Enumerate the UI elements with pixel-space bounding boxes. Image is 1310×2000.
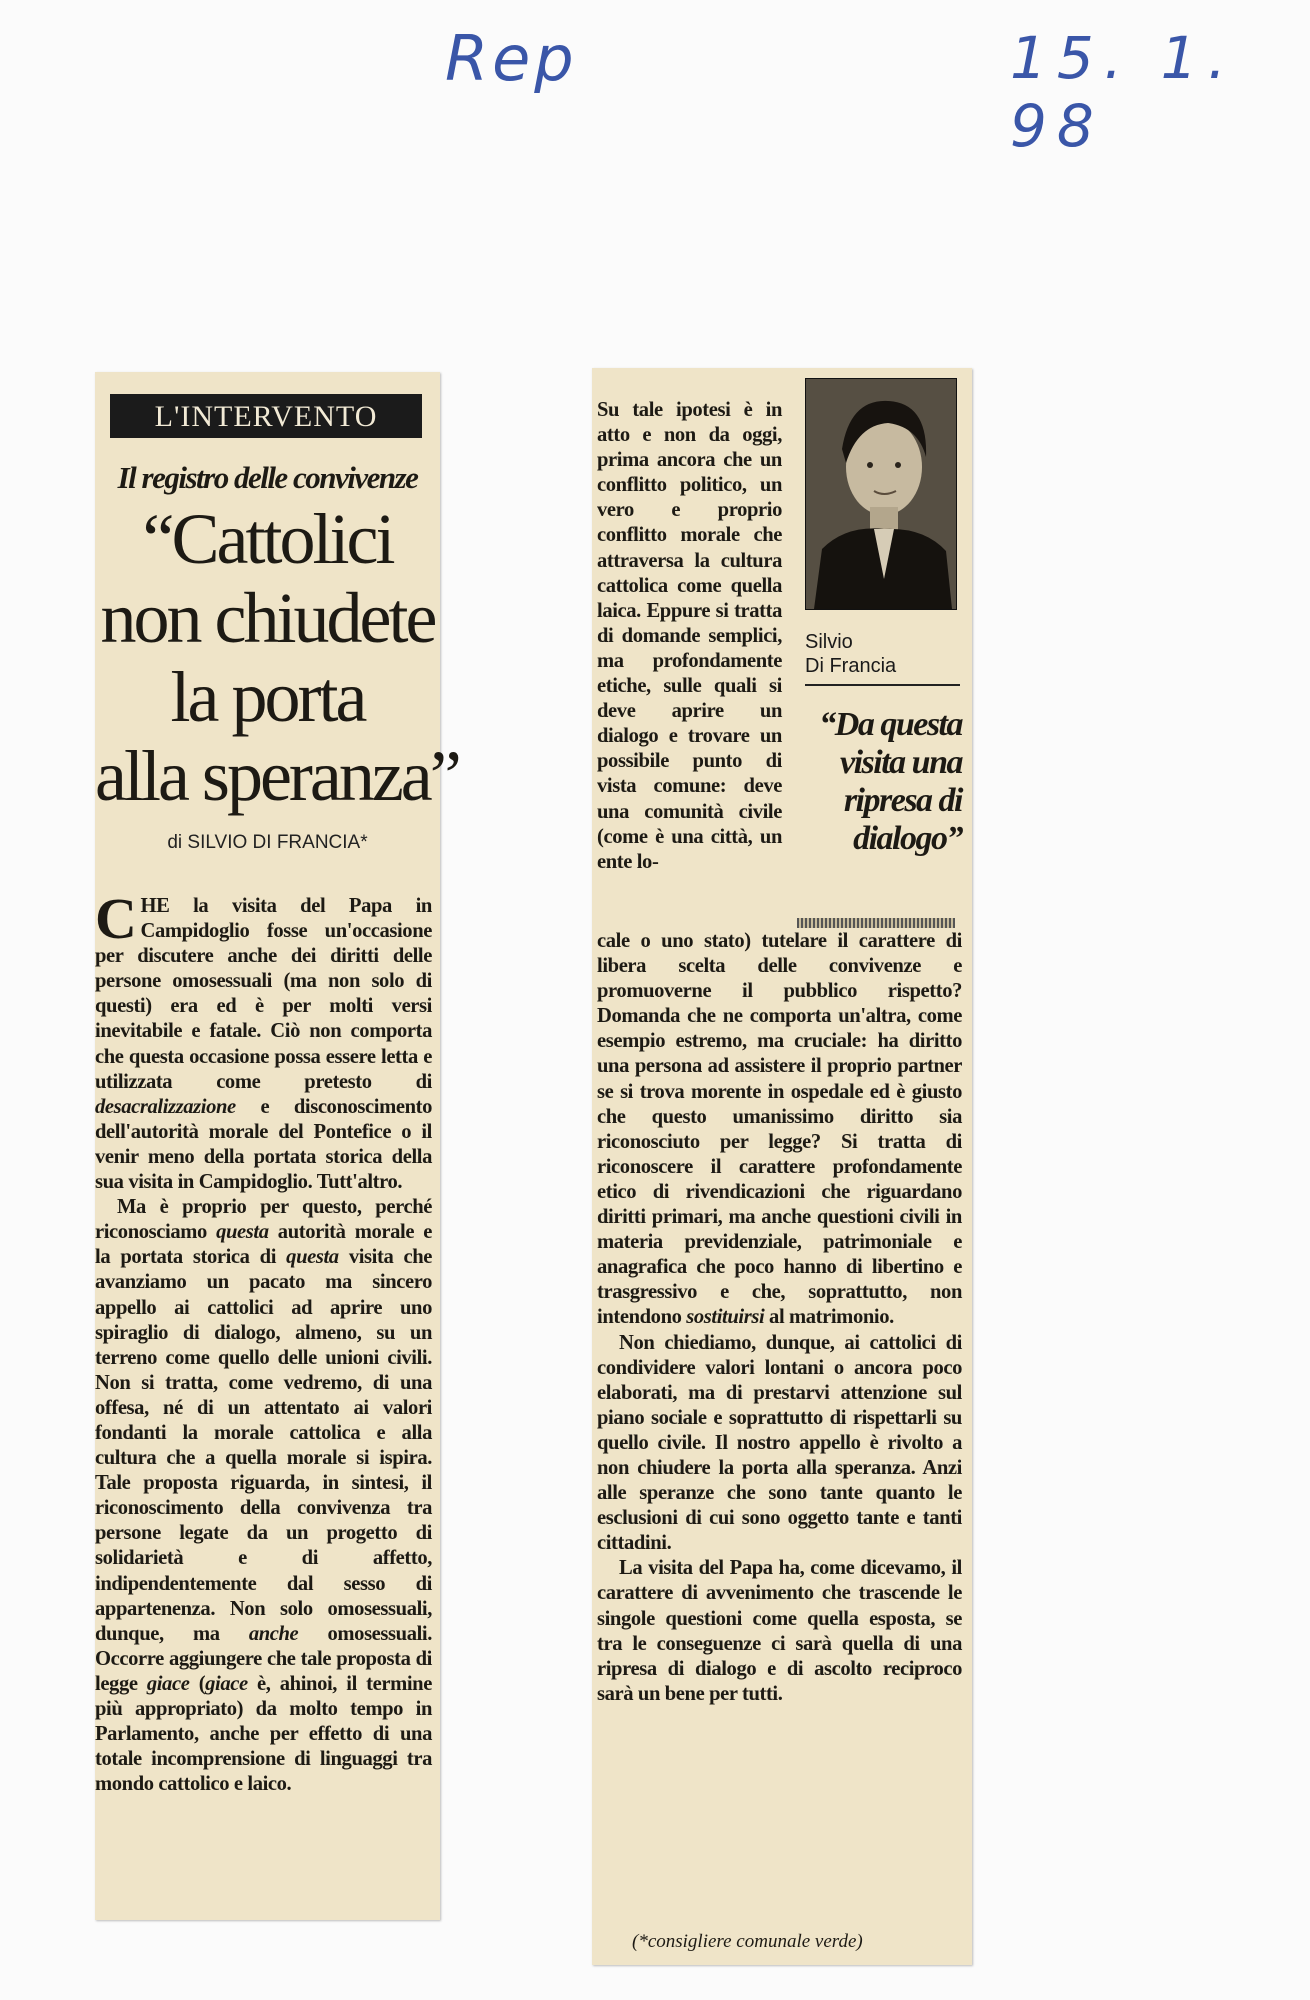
paragraph-1 <box>95 886 432 1195</box>
section-kicker: L'INTERVENTO <box>110 394 422 438</box>
article-clipping-left <box>95 372 459 1920</box>
article-clipping-right <box>592 368 972 1965</box>
text-run: Ma è proprio per questo, perché riconosciamo <box>95 1196 432 1244</box>
author-portrait-image <box>806 379 956 609</box>
text-run: e disconoscimento dell'autorità morale del Pontefice o il venir meno della portata storica della sua visita in Campidoglio. Tutt'altro. <box>95 1095 432 1194</box>
article-body-right-narrow <box>597 398 782 875</box>
emphasis: questa <box>286 1246 339 1269</box>
headline-line-4: alla speranza” <box>95 736 459 816</box>
text-run: ( <box>189 1672 206 1695</box>
article-body-left <box>95 886 440 1797</box>
headline-line-2: non chiudete <box>100 578 435 658</box>
headline-line-3: la porta <box>170 657 365 737</box>
text-run: autorità morale e la portata storica di <box>95 1221 433 1269</box>
author-photo <box>805 378 957 610</box>
caption-line-1: Silvio <box>805 631 853 653</box>
text-run: al matrimonio. <box>764 1306 894 1329</box>
paragraph-4: Non chiediamo, dunque, ai cattolici di condividere valori lontani o ancora poco elaborati, ma di prestarvi attenzione sul piano sociale e soprattutto di rispettarli su quello civile. Il nostro appello è rivolto a non chiudere la porta alla speranza. Anzi alle speranze che sono tante quanto le esclusioni di cui sono oggetto tante e tanti cittadini. <box>597 1331 962 1555</box>
paragraph-3-cont <box>597 929 962 1331</box>
emphasis: giace <box>205 1672 248 1695</box>
text-run: omosessuali. Occorre aggiungere che tale proposta di legge <box>95 1622 432 1695</box>
article-body-right-wide <box>597 929 962 1707</box>
paragraph-2 <box>95 1195 432 1797</box>
text-run: visita che avanziamo un pacato ma sincero appello ai cattolici ad aprire uno spiraglio di dialogo, almeno, su un terreno come quello delle unioni civili. Non si tratta, come vedremo, di una offesa, né di un attentato ai valori fondanti la morale cattolica e alla cultura che a quella morale si ispira. Tale proposta riguarda, in sintesi, il riconoscimento della convivenza tra persone legate da un progetto di solidarietà e di affetto, indipendentemente dal sesso di appartenenza. Non solo omosessuali, dunque, ma <box>95 1246 432 1645</box>
pull-quote: “Da questa visita una ripresa di dialogo” <box>819 706 962 857</box>
text-run: è, ahinoi, il termine più appropriato) da molto tempo in Parlamento, anche per effetto di una totale incomprensione di linguaggi tra mondo cattolico e laico. <box>95 1672 432 1796</box>
handwritten-source-note: Rep <box>445 22 578 95</box>
handwritten-date-note: 15. 1. 98 <box>1010 24 1237 160</box>
drop-cap: C <box>95 886 137 951</box>
paragraph-5: La visita del Papa ha, come dicevamo, il carattere di avvenimento che trascende le singole questioni come quella esposta, se tra le conseguenze ci sarà quella di una ripresa di dialogo e di ascolto reciproco sarà un bene per tutti. <box>597 1557 962 1705</box>
pull-quote-rule <box>797 918 955 928</box>
text-run: HE la visita del Papa in Campidoglio fosse un'occasione per discutere anche dei diritti delle persone omosessuali (ma non solo di questi) era ed è per molti versi inevitabile e fatale. Ciò non comporta che questa occasione possa essere letta e utilizzata come pretesto di <box>95 895 432 1093</box>
emphasis: sostituirsi <box>686 1306 765 1329</box>
emphasis: questa <box>216 1221 269 1244</box>
author-footnote: (*consigliere comunale verde) <box>632 1931 863 1952</box>
text-run: cale o uno stato) tutelare il carattere di libera scelta delle convivenze e promuoverne il pubblico rispetto? Domanda che ne comporta un'altra, come esempio estremo, ma cruciale: ha diritto una persona ad assistere il proprio partner se si trova morente in ospedale ed è giusto che questo umanissimo diritto sia riconosciuto per legge? Si tratta di riconoscere il carattere profondamente etico di rivendicazioni che riguardano diritti primari, ma anche questioni civili in materia previdenziale, patrimoniale e anagrafica che poco hanno di libertino e trasgressivo e che, soprattutto, non intendono <box>597 930 962 1329</box>
paragraph-3-start: Su tale ipotesi è in atto e non da oggi, prima ancora che un conflitto politico, un vero e proprio conflitto morale che attraversa la cultura cattolica come quella laica. Eppure si tratta di domande semplici, ma profondamente etiche, sulle quali si deve aprire un dialogo e trovare un possibile punto di vista comune: deve una comunità civile (come è una città, un ente lo- <box>597 399 782 873</box>
emphasis: giace <box>146 1672 190 1695</box>
emphasis: anche <box>248 1622 299 1645</box>
photo-caption <box>805 630 960 686</box>
emphasis: desacralizzazione <box>95 1095 236 1118</box>
headline-line-1: “Cattolici <box>142 499 393 579</box>
byline: di SILVIO DI FRANCIA* <box>167 832 368 853</box>
article-headline <box>95 499 459 816</box>
caption-line-2: Di Francia <box>805 655 897 677</box>
article-subtitle: Il registro delle convivenze <box>117 460 418 495</box>
